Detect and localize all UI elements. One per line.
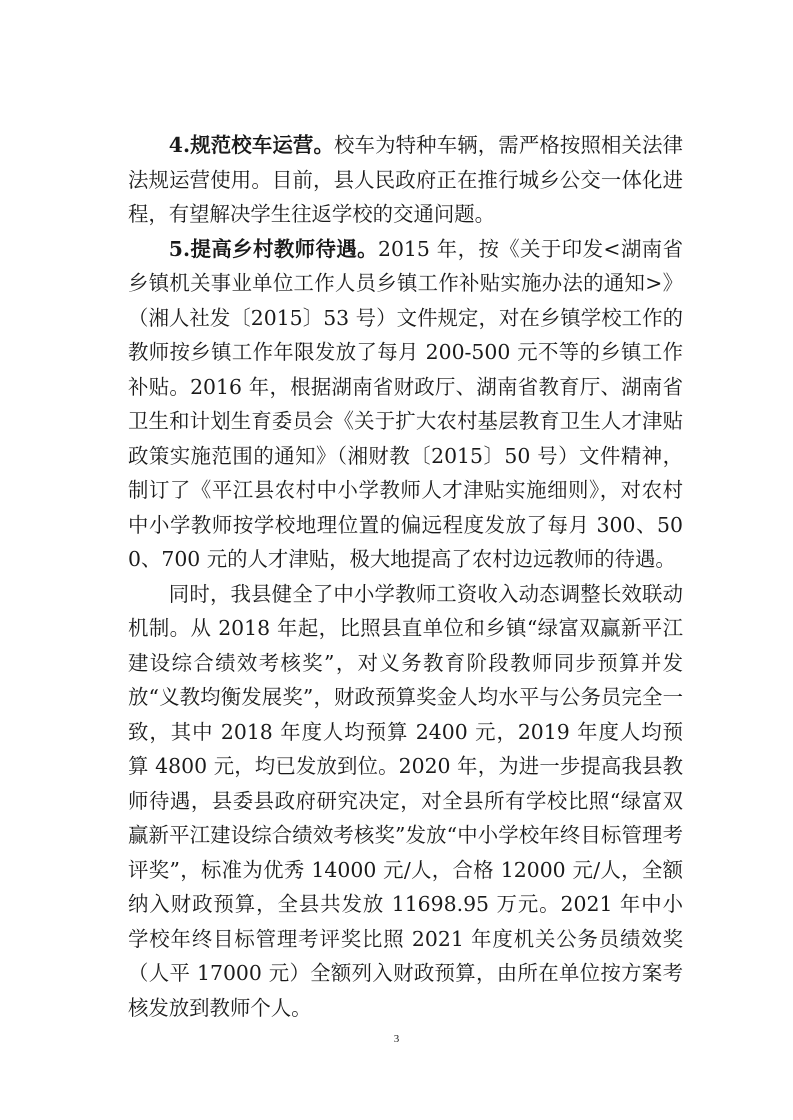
paragraph-school-bus [128, 128, 683, 232]
paragraph-text: 校车为特种车辆，需严格按照相关法律法规运营使用。目前，县人民政府正在推行城乡公交一体化进程，有望解决学生往返学校的交通问题。 [128, 133, 683, 226]
heading-teacher-pay: 5.提高乡村教师待遇。 [168, 236, 378, 261]
paragraph-teacher-pay [128, 232, 683, 577]
paragraph-salary-mechanism [128, 577, 683, 1026]
body-text [128, 128, 683, 1025]
paragraph-text: 2015 年，按《关于印发<湖南省乡镇机关事业单位工作人员乡镇工作补贴实施办法的通知>》（湘人社发〔2015〕53 号）文件规定，对在乡镇学校工作的教师按乡镇工作年限发放了每月 200-500 元不等的乡镇工作补贴。2016 年，根据湖南省财政厅、湖南省教育厅、湖南省卫生和计划生育委员会《关于扩大农村基层教育卫生人才津贴政策实施范围的通知》（湘财教〔2015〕50 号）文件精神，制订了《平江县农村中小学教师人才津贴实施细则》，对农村中小学教师按学校地理位置的偏远程度发放了每月 300、500、700 元的人才津贴，极大地提高了农村边远教师的待遇。 [128, 236, 683, 571]
heading-school-bus: 4.规范校车运营。 [168, 133, 334, 157]
paragraph-text: 同时，我县健全了中小学教师工资收入动态调整长效联动机制。从 2018 年起，比照县直单位和乡镇“绿富双赢新平江建设综合绩效考核奖”，对义务教育阶段教师同步预算并发放“义教均衡发展奖”，财政预算奖金人均水平与公务员完全一致，其中 2018 年度人均预算 2400 元，2019 年度人均预算 4800 元，均已发放到位。2020 年，为进一步提高我县教师待遇，县委县政府研究决定，对全县所有学校比照“绿富双赢新平江建设综合绩效考核奖”发放“中小学校年终目标管理考评奖”，标准为优秀 14000 元/人，合格 12000 元/人，全额纳入财政预算，全县共发放 11698.95 万元。2021 年中小学校年终目标管理考评奖比照 2021 年度机关公务员绩效奖（人平 17000 元）全额列入财政预算，由所在单位按方案考核发放到教师个人。 [128, 581, 683, 1020]
page-number: 3 [393, 1033, 400, 1045]
